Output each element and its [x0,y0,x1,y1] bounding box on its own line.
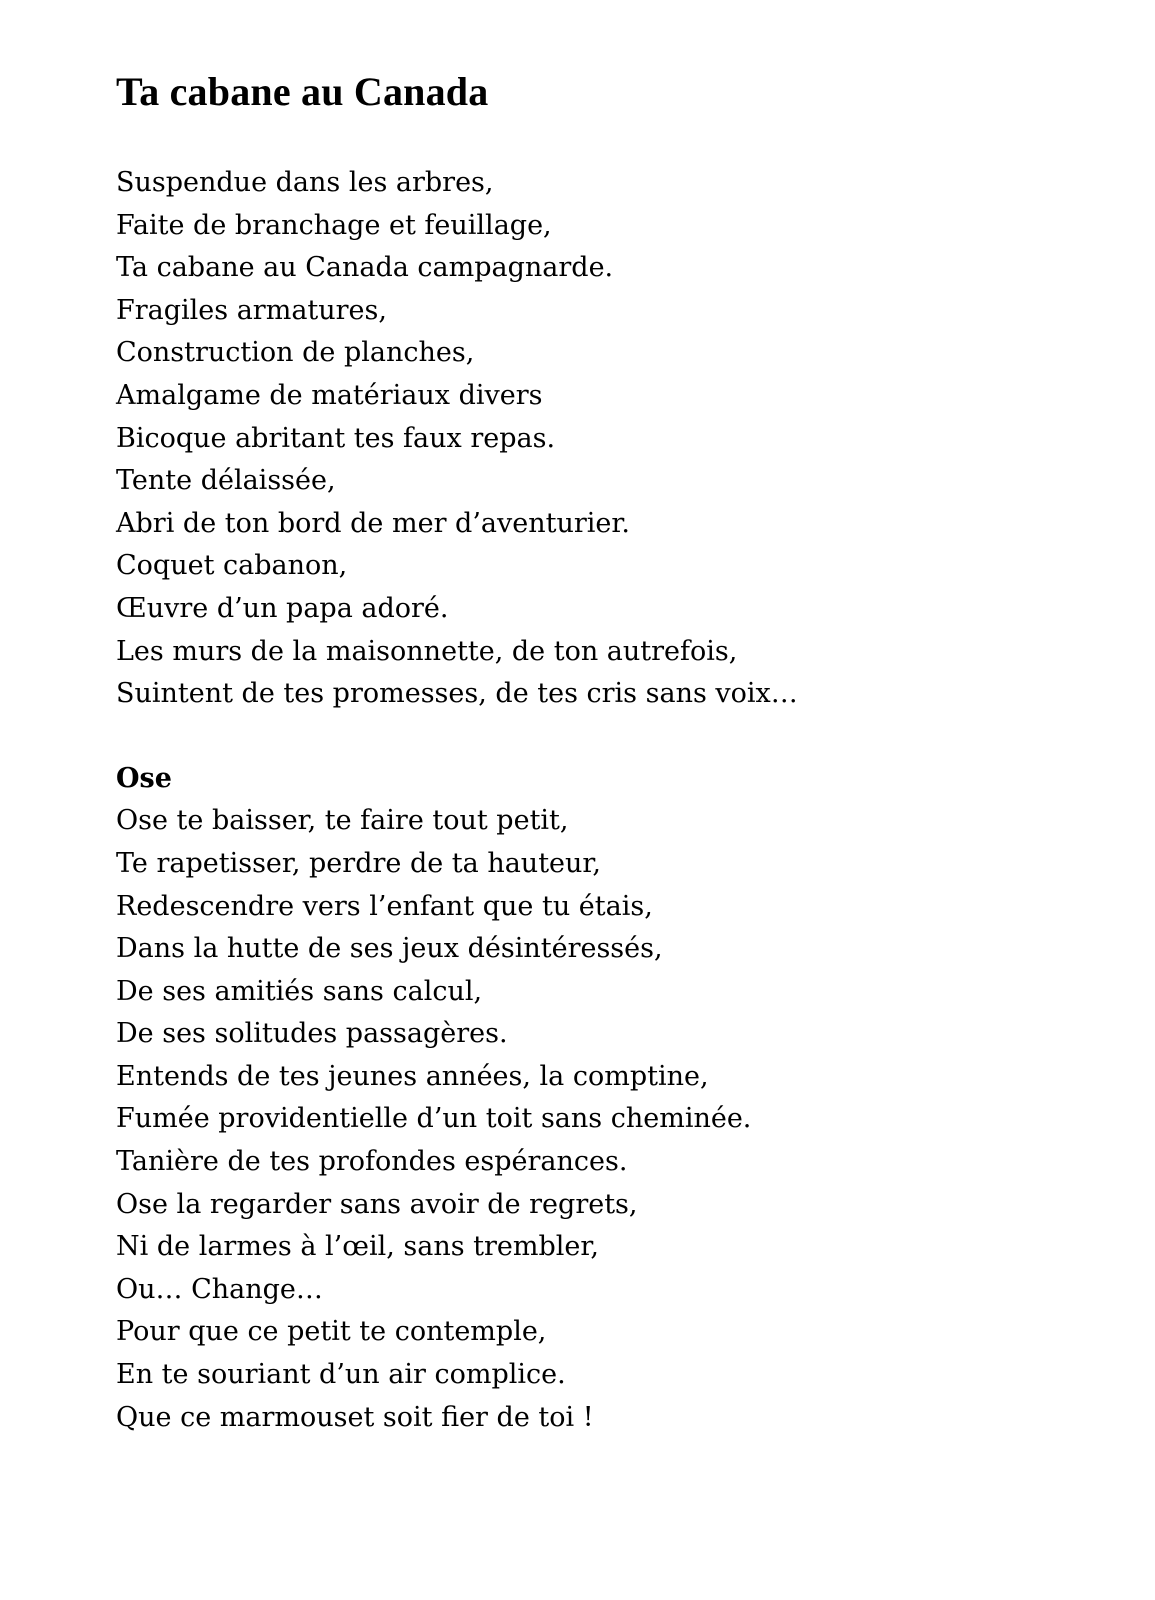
poem-line: Fumée providentielle d’un toit sans cheminée. [116,1103,752,1135]
poem-line: Dans la hutte de ses jeux désintéressés, [116,933,663,965]
poem-line: Ose te baisser, te faire tout petit, [116,805,569,837]
poem-line: Tente délaissée, [116,465,336,497]
poem-line: Ose la regarder sans avoir de regrets, [116,1188,638,1220]
poem-line: Suspendue dans les arbres, [116,167,494,198]
stanza-gap [116,716,1116,758]
poem-line: Les murs de la maisonnette, de ton autrefois, [116,635,738,667]
poem-line: Redescendre vers l’enfant que tu étais, [116,890,653,922]
poem-line: Tanière de tes profondes espérances. [116,1146,628,1178]
poem-title: Ta cabane au Canada [116,69,489,114]
poem-line: Ou… Change… [116,1273,323,1305]
poem-line: Suintent de tes promesses, de tes cris sans voix… [116,678,798,710]
poem-line: En te souriant d’un air complice. [116,1359,566,1391]
poem-stanza-1 [116,162,1116,716]
poem-line: Ta cabane au Canada campagnarde. [116,252,614,284]
poem-line: Construction de planches, [116,337,475,369]
poem-stanza-2 [116,800,1116,1439]
poem-line: Amalgame de matériaux divers [116,379,543,411]
poem-line: De ses solitudes passagères. [116,1018,508,1050]
poem-line: Te rapetisser, perdre de ta hauteur, [116,847,601,879]
poem-line: Ni de larmes à l’œil, sans trembler, [116,1231,599,1263]
poem-line: Abri de ton bord de mer d’aventurier. [116,507,630,539]
poem-line: Coquet cabanon, [116,550,348,582]
section-heading: Ose [116,762,172,794]
poem-line: Faite de branchage et feuillage, [116,209,552,241]
poem-line: Fragiles armatures, [116,294,387,326]
poem-line: De ses amitiés sans calcul, [116,975,483,1007]
poem-line: Bicoque abritant tes faux repas. [116,422,556,454]
poem-line: Entends de tes jeunes années, la comptine, [116,1060,709,1092]
poem-line: Pour que ce petit te contemple, [116,1316,547,1348]
document-page [116,66,1116,1439]
poem-line: Que ce marmouset soit fier de toi ! [116,1401,594,1433]
poem-line: Œuvre d’un papa adoré. [116,592,449,624]
